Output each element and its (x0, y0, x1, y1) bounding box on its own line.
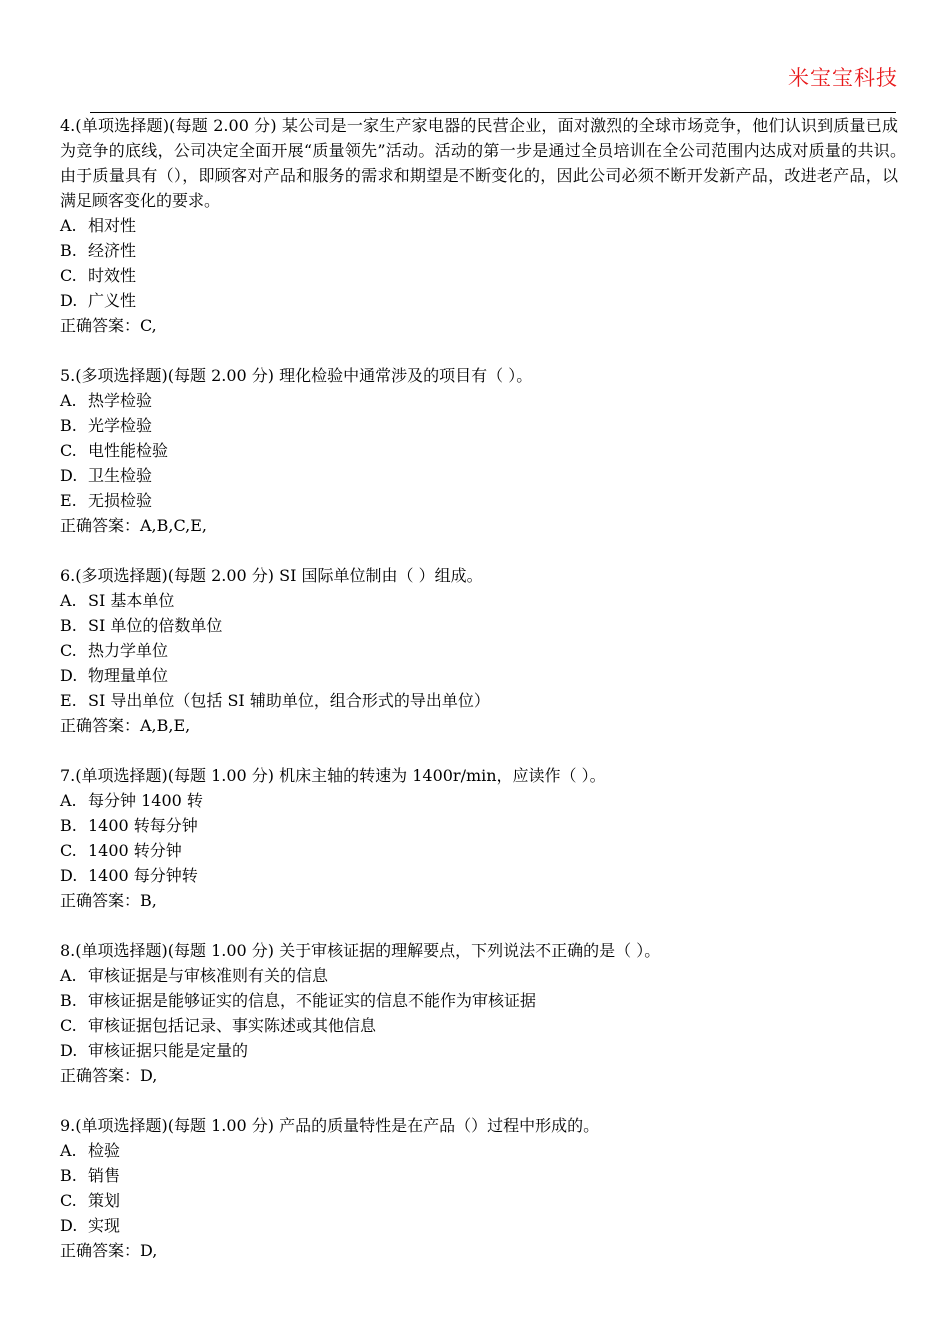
option-a (60, 213, 898, 238)
option-letter: B. (60, 1166, 77, 1185)
correct-answer: 正确答案：A,B,E, (60, 716, 191, 735)
option-a (60, 388, 898, 413)
option-letter: C. (60, 441, 77, 460)
option-text: 审核证据是能够证实的信息，不能证实的信息不能作为审核证据 (88, 991, 537, 1010)
question-stem: 7.(单项选择题)(每题 1.00 分) 机床主轴的转速为 1400r/min，应读作（ ）。 (60, 766, 606, 785)
option-letter: D. (60, 666, 78, 685)
option-a (60, 788, 898, 813)
question-9 (60, 1113, 898, 1263)
option-text: 1400 转分钟 (88, 841, 182, 860)
option-text: 1400 每分钟转 (88, 866, 198, 885)
option-a (60, 588, 898, 613)
option-d (60, 1213, 898, 1238)
option-d (60, 463, 898, 488)
question-stem: 8.(单项选择题)(每题 1.00 分) 关于审核证据的理解要点，下列说法不正确的是（ ）。 (60, 941, 661, 960)
option-letter: E. (60, 691, 77, 710)
question-stem: 5.(多项选择题)(每题 2.00 分) 理化检验中通常涉及的项目有（ ）。 (60, 366, 533, 385)
question-6 (60, 563, 898, 738)
option-d (60, 288, 898, 313)
option-text: SI 单位的倍数单位 (88, 616, 223, 635)
option-c (60, 438, 898, 463)
option-c (60, 838, 898, 863)
option-c (60, 1013, 898, 1038)
option-letter: C. (60, 266, 77, 285)
option-text: 卫生检验 (88, 466, 153, 485)
correct-answer: 正确答案：B, (60, 891, 157, 910)
option-letter: A. (60, 791, 77, 810)
option-b (60, 813, 898, 838)
option-letter: A. (60, 1141, 77, 1160)
question-list (60, 113, 931, 1288)
option-b (60, 413, 898, 438)
option-text: 光学检验 (88, 416, 153, 435)
option-e (60, 688, 898, 713)
option-letter: A. (60, 591, 77, 610)
option-letter: D. (60, 1216, 78, 1235)
option-letter: D. (60, 866, 78, 885)
option-letter: C. (60, 1016, 77, 1035)
option-text: 广义性 (88, 291, 137, 310)
option-text: 1400 转每分钟 (88, 816, 198, 835)
option-a (60, 963, 898, 988)
option-text: 热学检验 (88, 391, 153, 410)
option-text: 经济性 (88, 241, 137, 260)
option-text: 无损检验 (88, 491, 153, 510)
option-letter: C. (60, 841, 77, 860)
question-stem: 4.(单项选择题)(每题 2.00 分) 某公司是一家生产家电器的民营企业，面对激烈的全球市场竞争，他们认识到质量已成为竞争的底线，公司决定全面开展“质量领先”活动。活动的第一步是通过全员培训在全公司范围内达成对质量的共识。 由于质量具有（），即顾客对产品和服务的需求和期望是不断变化的，因此公司必须不断开发新产品，改进老产品，以满足顾客变化的要求。 (60, 116, 931, 210)
option-letter: C. (60, 1191, 77, 1210)
brand-name: 米宝宝科技 (788, 66, 898, 90)
option-text: 审核证据是与审核准则有关的信息 (88, 966, 329, 985)
option-letter: B. (60, 416, 77, 435)
option-letter: B. (60, 991, 77, 1010)
option-letter: A. (60, 966, 77, 985)
option-d (60, 863, 898, 888)
option-letter: C. (60, 641, 77, 660)
option-e (60, 488, 898, 513)
question-stem: 9.(单项选择题)(每题 1.00 分) 产品的质量特性是在产品（）过程中形成的。 (60, 1116, 600, 1135)
option-b (60, 238, 898, 263)
option-text: 时效性 (88, 266, 137, 285)
option-text: 热力学单位 (88, 641, 169, 660)
option-b (60, 1163, 898, 1188)
option-c (60, 263, 898, 288)
option-text: 物理量单位 (88, 666, 169, 685)
option-letter: D. (60, 1041, 78, 1060)
option-letter: D. (60, 466, 78, 485)
option-text: 检验 (88, 1141, 121, 1160)
question-stem: 6.(多项选择题)(每题 2.00 分) SI 国际单位制由（ ）组成。 (60, 566, 483, 585)
correct-answer: 正确答案：D, (60, 1241, 158, 1260)
option-text: 销售 (88, 1166, 121, 1185)
option-letter: B. (60, 616, 77, 635)
option-letter: E. (60, 491, 77, 510)
option-letter: D. (60, 291, 78, 310)
option-text: 相对性 (88, 216, 137, 235)
correct-answer: 正确答案：D, (60, 1066, 158, 1085)
option-text: SI 导出单位（包括 SI 辅助单位，组合形式的导出单位） (88, 691, 490, 710)
option-letter: B. (60, 816, 77, 835)
option-d (60, 663, 898, 688)
option-c (60, 1188, 898, 1213)
option-d (60, 1038, 898, 1063)
question-8 (60, 938, 898, 1088)
option-c (60, 638, 898, 663)
option-b (60, 613, 898, 638)
option-text: 审核证据只能是定量的 (88, 1041, 249, 1060)
option-text: 策划 (88, 1191, 121, 1210)
correct-answer: 正确答案：C, (60, 316, 157, 335)
question-5 (60, 363, 898, 538)
correct-answer: 正确答案：A,B,C,E, (60, 516, 208, 535)
option-text: 每分钟 1400 转 (88, 791, 203, 810)
question-4 (60, 113, 931, 338)
option-b (60, 988, 898, 1013)
option-text: 实现 (88, 1216, 121, 1235)
option-a (60, 1138, 898, 1163)
option-text: SI 基本单位 (88, 591, 175, 610)
option-text: 电性能检验 (88, 441, 169, 460)
option-letter: A. (60, 391, 77, 410)
option-letter: B. (60, 241, 77, 260)
option-text: 审核证据包括记录、事实陈述或其他信息 (88, 1016, 377, 1035)
option-letter: A. (60, 216, 77, 235)
question-7 (60, 763, 898, 913)
